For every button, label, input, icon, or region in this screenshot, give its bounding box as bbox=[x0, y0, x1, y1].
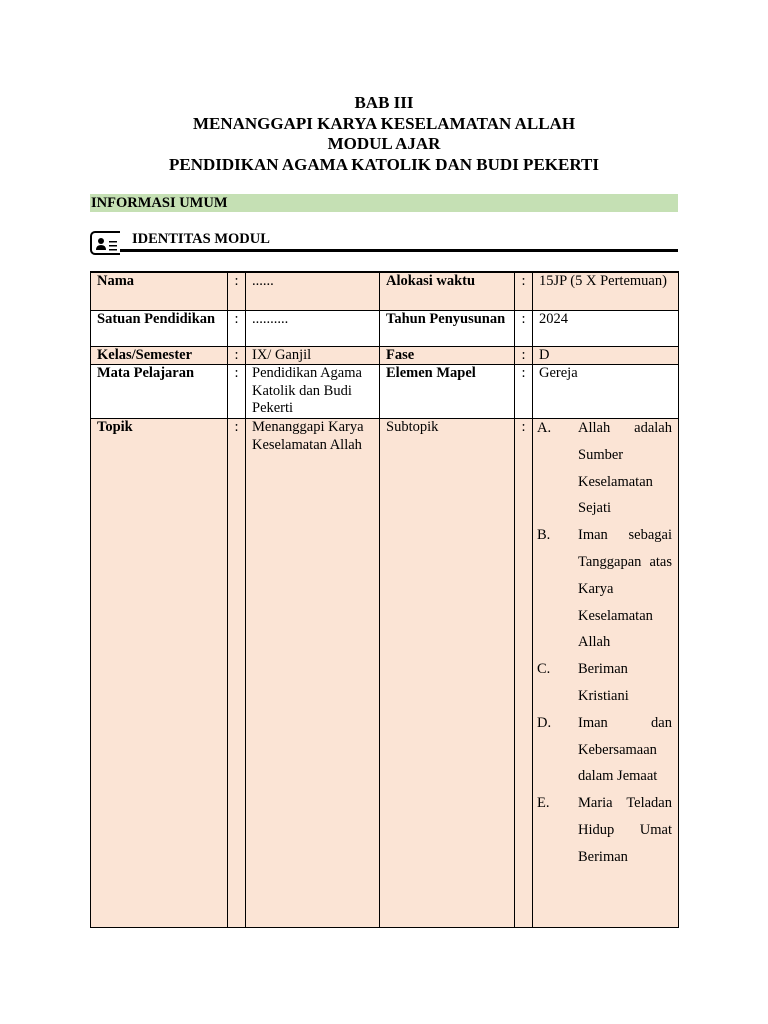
separator: : bbox=[228, 346, 246, 365]
table-row bbox=[91, 365, 679, 419]
list-item bbox=[533, 710, 672, 790]
chapter-subtitle: MENANGGAPI KARYA KESELAMATAN ALLAH bbox=[192, 113, 576, 133]
row-label: Satuan Pendidikan bbox=[91, 310, 228, 346]
chapter-title: BAB III bbox=[354, 93, 414, 112]
row-value: ...... bbox=[246, 272, 380, 310]
table-row bbox=[91, 272, 679, 310]
list-marker: C. bbox=[537, 661, 551, 678]
separator: : bbox=[228, 272, 246, 310]
section-divider bbox=[120, 249, 678, 252]
subtopic-text: Maria Teladan Hidup Umat Beriman bbox=[578, 795, 672, 865]
list-marker: E. bbox=[537, 795, 550, 812]
row-label: Mata Pelajaran bbox=[91, 365, 228, 419]
separator: : bbox=[228, 419, 246, 928]
row-value: 2024 bbox=[533, 310, 679, 346]
id-card-icon bbox=[90, 231, 120, 255]
table-row bbox=[91, 419, 679, 928]
list-item bbox=[533, 656, 672, 710]
subtopic-label: Subtopik bbox=[380, 419, 515, 928]
separator: : bbox=[515, 346, 533, 365]
row-label: Fase bbox=[380, 346, 515, 365]
document-header bbox=[0, 93, 768, 175]
module-title: MODUL AJAR bbox=[327, 134, 441, 153]
row-value: Pendidikan Agama Katolik dan Budi Pekerti bbox=[246, 365, 380, 419]
list-marker: D. bbox=[537, 714, 552, 731]
row-value: D bbox=[533, 346, 679, 365]
separator: : bbox=[515, 272, 533, 310]
module-identity-table bbox=[90, 271, 679, 928]
table-row bbox=[91, 310, 679, 346]
row-label: Nama bbox=[91, 272, 228, 310]
row-label: Alokasi waktu bbox=[380, 272, 515, 310]
separator: : bbox=[228, 365, 246, 419]
general-info-heading: INFORMASI UMUM bbox=[90, 194, 678, 212]
topic-value: Menanggapi Karya Keselamatan Allah bbox=[246, 419, 380, 928]
separator: : bbox=[515, 419, 533, 928]
row-label: Tahun Penyusunan bbox=[380, 310, 515, 346]
table-row bbox=[91, 346, 679, 365]
separator: : bbox=[228, 310, 246, 346]
row-value: .......... bbox=[246, 310, 380, 346]
row-value: Gereja bbox=[533, 365, 679, 419]
list-item bbox=[533, 790, 672, 870]
separator: : bbox=[515, 365, 533, 419]
list-marker: A. bbox=[537, 420, 552, 436]
subject-title: PENDIDIKAN AGAMA KATOLIK DAN BUDI PEKERTI bbox=[169, 154, 599, 174]
identity-section-title: IDENTITAS MODUL bbox=[132, 231, 270, 247]
list-item bbox=[533, 522, 672, 656]
list-item bbox=[533, 415, 672, 522]
subtopic-list bbox=[533, 419, 679, 928]
list-marker: B. bbox=[537, 527, 551, 544]
row-value: IX/ Ganjil bbox=[246, 346, 380, 365]
row-label: Kelas/Semester bbox=[91, 346, 228, 365]
row-value: 15JP (5 X Pertemuan) bbox=[533, 272, 679, 310]
separator: : bbox=[515, 310, 533, 346]
topic-label: Topik bbox=[91, 419, 228, 928]
row-label: Elemen Mapel bbox=[380, 365, 515, 419]
subtopic-text: Allah adalah Sumber Keselamatan Sejati bbox=[578, 420, 672, 517]
subtopic-text: Iman sebagai Tanggapan atas Karya Keselamatan Allah bbox=[578, 527, 672, 651]
subtopic-text: Beriman Kristiani bbox=[578, 661, 629, 704]
subtopic-text: Iman dan Kebersamaan dalam Jemaat bbox=[578, 714, 672, 785]
